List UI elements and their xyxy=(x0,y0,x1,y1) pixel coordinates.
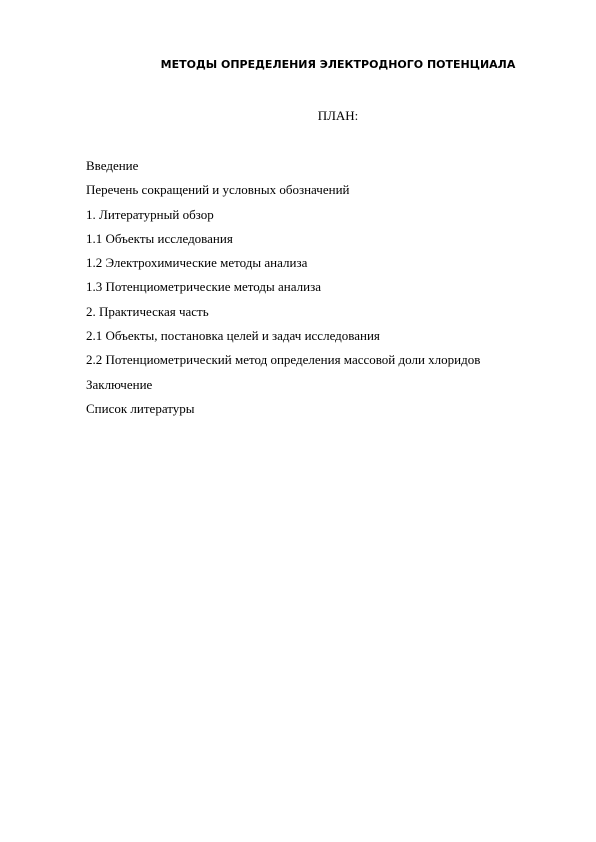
document-title: МЕТОДЫ ОПРЕДЕЛЕНИЯ ЭЛЕКТРОДНОГО ПОТЕНЦИАЛА xyxy=(160,58,516,71)
toc-item-literature-review: 1. Литературный обзор xyxy=(86,206,214,222)
toc-item-introduction: Введение xyxy=(86,158,139,173)
table-of-contents xyxy=(86,154,480,421)
toc-item-abbreviations: Перечень сокращений и условных обозначений xyxy=(86,182,350,198)
toc-item-chloride-method: 2.2 Потенциометрический метод определения массовой доли хлоридов xyxy=(86,352,481,368)
toc-item-potentiometric-methods: 1.3 Потенциометрические методы анализа xyxy=(86,279,321,295)
toc-item-references: Список литературы xyxy=(86,400,195,416)
toc-item-practical-part: 2. Практическая часть xyxy=(86,303,209,319)
toc-item-objects-goals: 2.1 Объекты, постановка целей и задач исследования xyxy=(86,328,380,344)
plan-heading: ПЛАН: xyxy=(317,108,359,123)
toc-item-conclusion: Заключение xyxy=(86,376,153,392)
toc-item-electrochemical-methods: 1.2 Электрохимические методы анализа xyxy=(86,255,308,271)
toc-item-research-objects: 1.1 Объекты исследования xyxy=(86,230,233,246)
